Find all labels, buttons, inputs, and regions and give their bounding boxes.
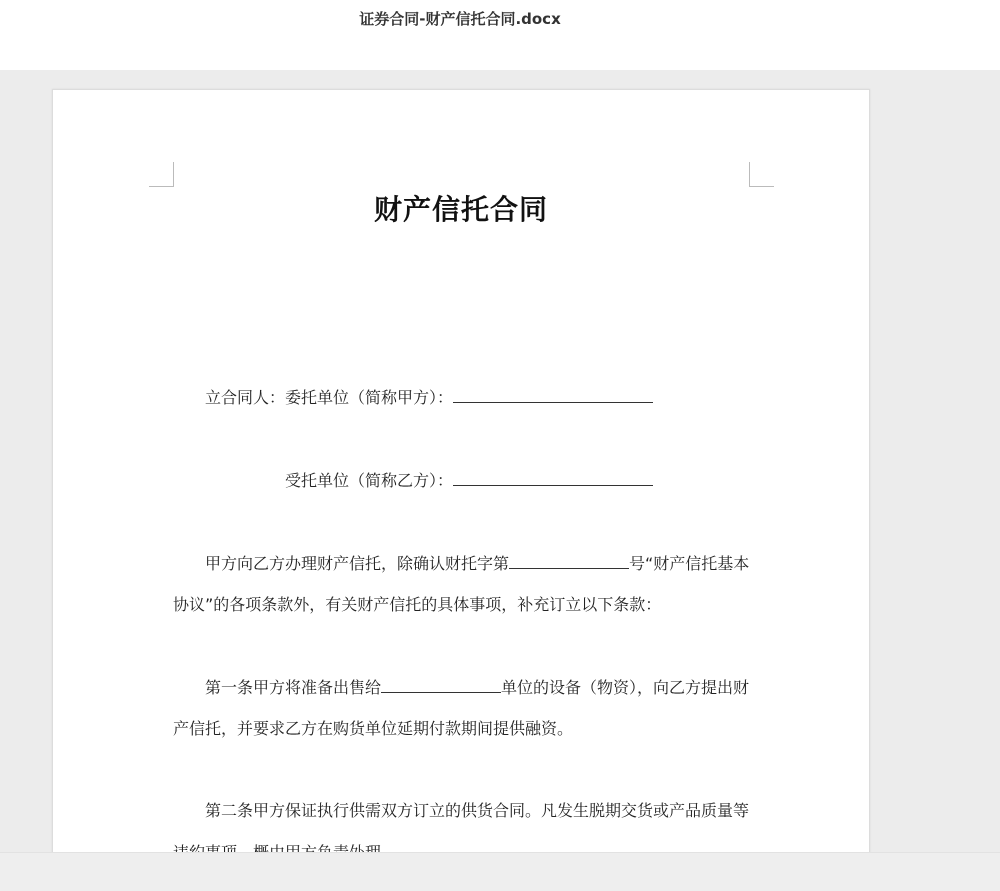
contract-number-blank xyxy=(509,553,629,569)
party-a-line xyxy=(205,387,653,408)
document-workspace[interactable] xyxy=(0,70,1000,852)
article-2-line-1: 第二条甲方保证执行供需双方订立的供货合同。凡发生脱期交货或产品质量等 xyxy=(205,801,750,820)
document-filename: 证券合同-财产信托合同.docx xyxy=(359,10,561,28)
paragraph-1-line-2: 协议”的各项条款外，有关财产信托的具体事项，补充订立以下条款： xyxy=(173,595,662,614)
party-b-line xyxy=(285,470,653,491)
party-b-blank xyxy=(453,470,653,486)
crop-mark-top-left xyxy=(149,162,174,187)
article-1-line-1 xyxy=(205,677,749,698)
document-page[interactable] xyxy=(52,89,870,891)
paragraph-1-text-b: 号“财产信托基本 xyxy=(629,554,750,573)
document-heading: 财产信托合同 xyxy=(373,193,548,226)
article-1-text-a: 第一条甲方将准备出售给 xyxy=(205,678,382,697)
party-b-label: 受托单位（简称乙方）： xyxy=(285,471,454,490)
article-1-line-2: 产信托，并要求乙方在购货单位延期付款期间提供融资。 xyxy=(173,719,574,738)
crop-mark-top-right xyxy=(749,162,774,187)
paragraph-1-line-1 xyxy=(205,553,749,574)
paragraph-1-text-a: 甲方向乙方办理财产信托，除确认财托字第 xyxy=(205,554,510,573)
bottom-bar xyxy=(0,852,1000,891)
party-a-blank xyxy=(453,387,653,403)
party-a-label: 立合同人：委托单位（简称甲方）： xyxy=(205,388,454,407)
buyer-unit-blank xyxy=(381,677,501,693)
title-bar xyxy=(0,0,1000,70)
article-1-text-b: 单位的设备（物资），向乙方提出财 xyxy=(501,678,750,697)
